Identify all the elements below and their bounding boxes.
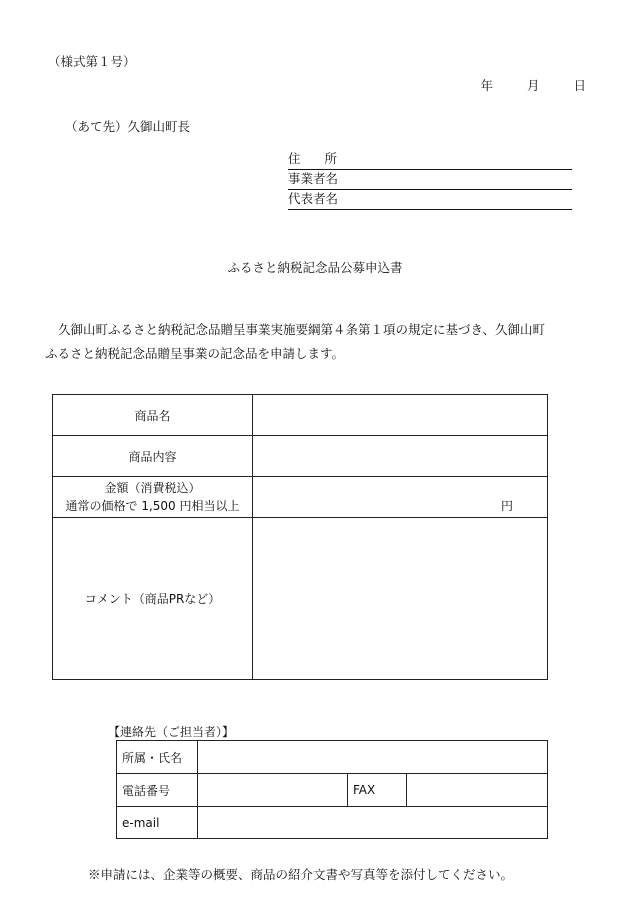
affiliation-name-label: 所属・氏名 [117,741,198,774]
phone-input[interactable] [198,774,348,807]
contact-heading: 【連絡先（ご担当者）】 [108,725,235,739]
affiliation-row [117,741,548,774]
fax-input[interactable] [407,774,548,807]
email-row [117,807,548,839]
date-month-label: 月 [526,78,540,93]
price-input[interactable] [253,477,548,518]
fax-label: FAX [348,774,407,807]
comment-input[interactable] [253,518,548,680]
price-label-line-1: 金額（消費税込） [104,481,201,495]
comment-row [53,518,548,680]
email-input[interactable] [198,807,548,839]
product-name-row [53,395,548,436]
product-name-label: 商品名 [53,395,253,436]
product-table [52,394,548,680]
date-day-label: 日 [573,78,586,93]
price-label [53,477,253,518]
affiliation-name-input[interactable] [198,741,548,774]
phone-label: 電話番号 [117,774,198,807]
body-line-2: ふるさと納税記念品贈呈事業の記念品を申請します。 [45,346,345,361]
date-line [480,76,586,94]
price-label-line-2: 通常の価格で 1,500 円相当以上 [65,499,240,513]
phone-fax-row [117,774,548,807]
company-name-label: 事業者名 [288,171,339,186]
attachment-note: ※申請には、企業等の概要、商品の紹介文書や写真等を添付してください。 [88,867,514,882]
representative-label: 代表者名 [288,191,339,206]
address-label-1: 住 [288,151,301,166]
yen-unit: 円 [500,499,513,513]
representative-field[interactable] [288,191,572,210]
contact-table [116,740,548,839]
body-text [45,318,595,366]
form-number: （様式第１号） [48,54,136,69]
body-line-1: 久御山町ふるさと納税記念品贈呈事業実施要綱第４条第１項の規定に基づき、久御山町 [58,322,546,337]
comment-label: コメント（商品PRなど） [53,518,253,680]
product-name-input[interactable] [253,395,548,436]
company-name-field[interactable] [288,171,572,190]
address-label-2: 所 [324,151,338,166]
price-row [53,477,548,518]
date-year-label: 年 [480,78,493,93]
addressee: （あて先）久御山町長 [65,119,191,134]
document-title: ふるさと納税記念品公募申込書 [227,260,403,275]
email-label: e-mail [117,807,198,839]
product-content-label: 商品内容 [53,436,253,477]
product-content-input[interactable] [253,436,548,477]
address-field[interactable] [288,151,572,170]
product-content-row [53,436,548,477]
